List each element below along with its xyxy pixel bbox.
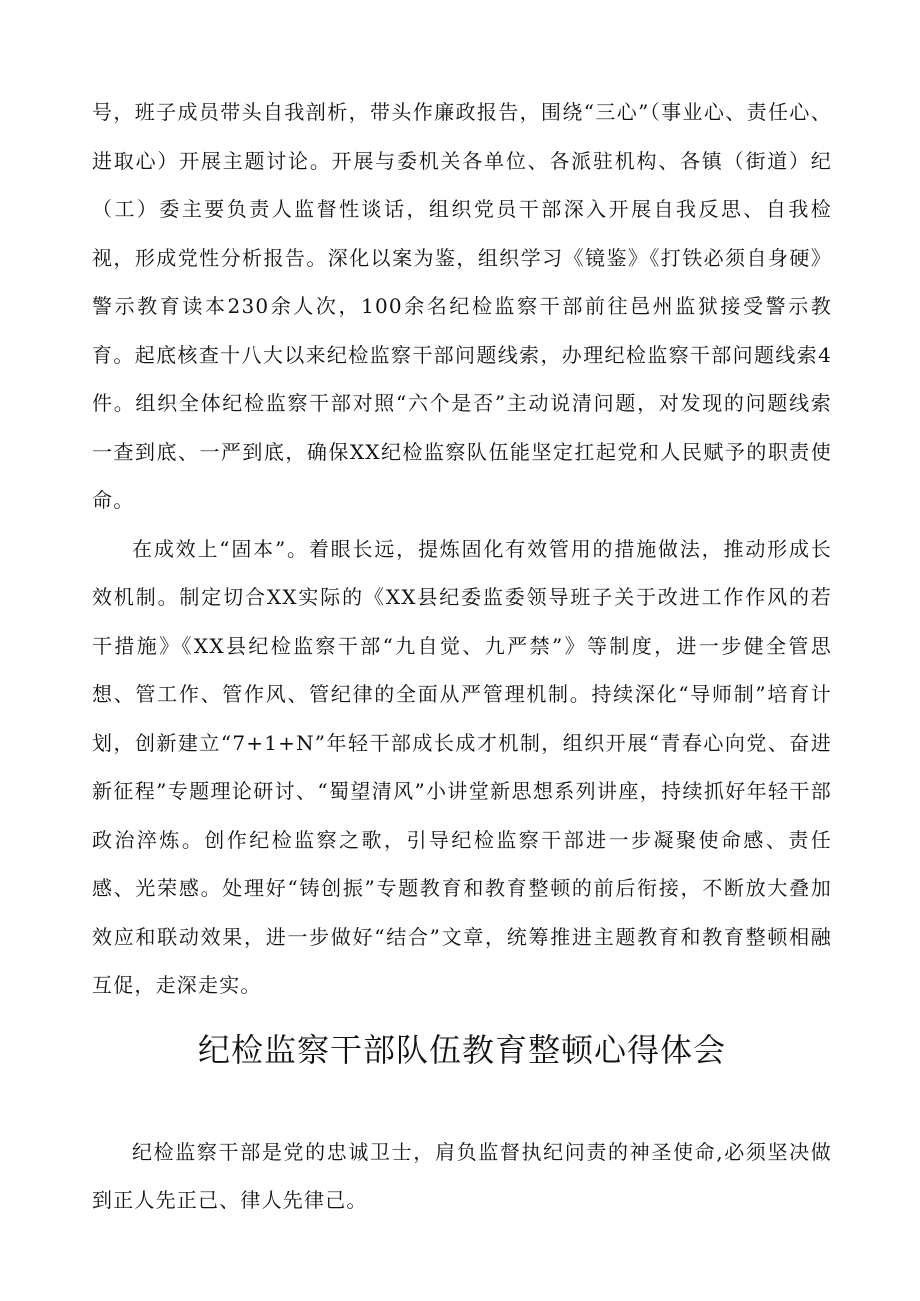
body-paragraph: 纪检监察干部是党的忠诚卫士，肩负监督执纪问责的神圣使命,必须坚决做到正人先正己、律人先律己。 (92, 1139, 832, 1212)
document-page (92, 88, 832, 1225)
body-paragraph: 在成效上“固本”。着眼长远，提炼固化有效管用的措施做法，推动形成长效机制。制定切合XX实际的《XX县纪委监委领导班子关于改进工作作风的若干措施》《XX县纪检监察干部“九自觉、九严禁”》等制度，进一步健全管思想、管工作、管作风、管纪律的全面从严管理机制。持续深化“导师制”培育计划，创新建立“7+1+N”年轻干部成长成才机制，组织开展“青春心向党、奋进新征程”专题理论研讨、“蜀望清风”小讲堂新思想系列讲座，持续抓好年轻干部政治淬炼。创作纪检监察之歌，引导纪检监察干部进一步凝聚使命感、责任感、光荣感。处理好“铸创振”专题教育和教育整顿的前后衔接，不断放大叠加效应和联动效果，进一步做好“结合”文章，统筹推进主题教育和教育整顿相融互促，走深走实。 (92, 536, 832, 997)
article-title: 纪检监察干部队伍教育整顿心得体会 (197, 1030, 726, 1069)
body-paragraph: 号，班子成员带头自我剖析，带头作廉政报告，围绕“三心”（事业心、责任心、进取心）开展主题讨论。开展与委机关各单位、各派驻机构、各镇（街道）纪（工）委主要负责人监督性谈话，组织党员干部深入开展自我反思、自我检视，形成党性分析报告。深化以案为鉴，组织学习《镜鉴》《打铁必须自身硬》警示教育读本230余人次，100余名纪检监察干部前往邑州监狱接受警示教育。起底核查十八大以来纪检监察干部问题线索，办理纪检监察干部问题线索4件。组织全体纪检监察干部对照“六个是否”主动说清问题，对发现的问题线索一查到底、一严到底，确保XX纪检监察队伍能坚定扛起党和人民赋予的职责使命。 (92, 100, 832, 512)
